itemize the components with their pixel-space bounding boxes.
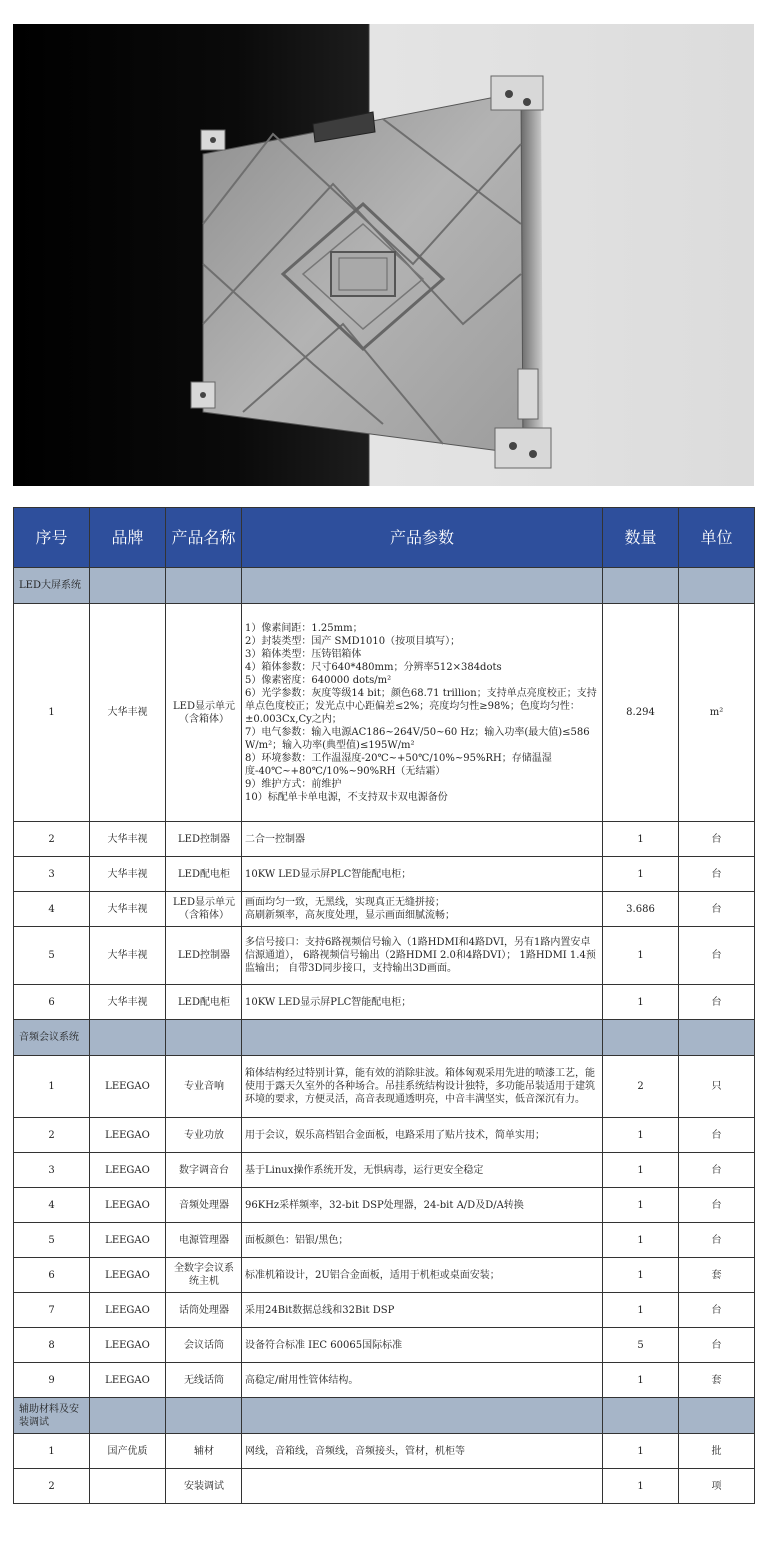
- row-brand: LEEGAO: [90, 1118, 166, 1153]
- row-params: 二合一控制器: [242, 822, 603, 857]
- row-no: 2: [14, 1469, 90, 1504]
- section-empty-cell: [242, 1398, 603, 1434]
- table-row: [14, 985, 755, 1020]
- table-row: [14, 1434, 755, 1469]
- row-product-name: 无线话筒: [166, 1363, 242, 1398]
- row-qty: 1: [603, 1188, 679, 1223]
- table-row: [14, 1153, 755, 1188]
- row-unit: 台: [679, 822, 755, 857]
- col-header-qty: 数量: [603, 508, 679, 568]
- row-unit: 台: [679, 1293, 755, 1328]
- row-qty: 1: [603, 1118, 679, 1153]
- row-qty: 1: [603, 927, 679, 985]
- section-empty-cell: [242, 568, 603, 604]
- row-brand: LEEGAO: [90, 1153, 166, 1188]
- row-no: 1: [14, 1056, 90, 1118]
- col-header-params: 产品参数: [242, 508, 603, 568]
- row-no: 9: [14, 1363, 90, 1398]
- row-no: 1: [14, 1434, 90, 1469]
- row-unit: 套: [679, 1363, 755, 1398]
- row-qty: 1: [603, 1223, 679, 1258]
- table-row: [14, 822, 755, 857]
- col-header-brand: 品牌: [90, 508, 166, 568]
- row-qty: 1: [603, 1469, 679, 1504]
- row-product-name: 专业功放: [166, 1118, 242, 1153]
- row-unit: 台: [679, 1153, 755, 1188]
- table-row: [14, 1363, 755, 1398]
- section-empty-cell: [242, 1020, 603, 1056]
- section-empty-cell: [166, 1020, 242, 1056]
- row-product-name: 全数字会议系 统主机: [166, 1258, 242, 1293]
- row-params: 画面均匀一致，无黑线，实现真正无缝拼接； 高刷新频率，高灰度处理，显示画面细腻流畅；: [242, 892, 603, 927]
- row-unit: 台: [679, 927, 755, 985]
- row-brand: 大华丰视: [90, 857, 166, 892]
- row-brand: LEEGAO: [90, 1223, 166, 1258]
- col-header-unit: 单位: [679, 508, 755, 568]
- row-qty: 1: [603, 985, 679, 1020]
- section-empty-cell: [166, 1398, 242, 1434]
- row-params: 96KHz采样频率，32-bit DSP处理器，24-bit A/D及D/A转换: [242, 1188, 603, 1223]
- row-brand: [90, 1469, 166, 1504]
- row-params: 多信号接口：支持6路视频信号输入（1路HDMI和4路DVI，另有1路内置安卓信源通道）， 6路视频信号输出（2路HDMI 2.0和4路DVI）； 1路HDMI 1.4预监输出； 自带3D同步接口，支持输出3D画面。: [242, 927, 603, 985]
- table-row: [14, 857, 755, 892]
- product-photo-led-cabinet: [13, 24, 754, 486]
- row-brand: 大华丰视: [90, 822, 166, 857]
- row-unit: m²: [679, 604, 755, 822]
- row-product-name: 专业音响: [166, 1056, 242, 1118]
- row-unit: 项: [679, 1469, 755, 1504]
- row-unit: 批: [679, 1434, 755, 1469]
- row-qty: 1: [603, 1258, 679, 1293]
- section-empty-cell: [166, 568, 242, 604]
- row-brand: 国产优质: [90, 1434, 166, 1469]
- row-qty: 8.294: [603, 604, 679, 822]
- row-no: 5: [14, 927, 90, 985]
- row-params: 10KW LED显示屏PLC智能配电柜；: [242, 985, 603, 1020]
- row-qty: 1: [603, 1153, 679, 1188]
- row-brand: 大华丰视: [90, 604, 166, 822]
- row-qty: 3.686: [603, 892, 679, 927]
- row-product-name: 会议话筒: [166, 1328, 242, 1363]
- row-no: 3: [14, 857, 90, 892]
- row-unit: 台: [679, 1223, 755, 1258]
- row-product-name: LED显示单元 （含箱体）: [166, 892, 242, 927]
- section-empty-cell: [679, 568, 755, 604]
- section-row: [14, 568, 755, 604]
- row-params: 1）像素间距：1.25mm； 2）封装类型：国产 SMD1010（按项目填写）； 3）箱体类型：压铸铝箱体 4）箱体参数：尺寸640*480mm；分辨率512×384dots 5）像素密度：640000 dots/m² 6）光学参数：灰度等级14 bit；颜色68.71 trillion；支持单点亮度校正；支持单点色度校正；发光点中心距偏差≤2%；亮度均匀性≥98%；色度均匀性：±0.003Cx,Cy之内； 7）电气参数：输入电源AC186~264V/50~60 Hz；输入功率(最大值)≤586 W/m²；输入功率(典型值)≤195W/m² 8）环境参数：工作温湿度-20℃~+50℃/10%~95%RH；存储温湿度-40℃~+80℃/10%~90%RH（无结霜） 9）维护方式：前维护 10）标配单卡单电源，不支持双卡双电源备份: [242, 604, 603, 822]
- section-row: [14, 1020, 755, 1056]
- col-header-name: 产品名称: [166, 508, 242, 568]
- table-row: [14, 1223, 755, 1258]
- section-empty-cell: [603, 1020, 679, 1056]
- row-qty: 1: [603, 1363, 679, 1398]
- row-params: 10KW LED显示屏PLC智能配电柜；: [242, 857, 603, 892]
- section-empty-cell: [679, 1020, 755, 1056]
- section-empty-cell: [679, 1398, 755, 1434]
- row-product-name: 安装调试: [166, 1469, 242, 1504]
- section-empty-cell: [90, 1398, 166, 1434]
- row-qty: 5: [603, 1328, 679, 1363]
- table-row: [14, 1258, 755, 1293]
- row-brand: LEEGAO: [90, 1056, 166, 1118]
- row-params: 网线，音箱线，音频线，音频接头，管材，机柜等: [242, 1434, 603, 1469]
- row-params: 标准机箱设计，2U铝合金面板，适用于机柜或桌面安装；: [242, 1258, 603, 1293]
- table-row: [14, 1056, 755, 1118]
- led-cabinet-illustration: [13, 24, 754, 486]
- section-empty-cell: [603, 568, 679, 604]
- row-qty: 2: [603, 1056, 679, 1118]
- row-no: 6: [14, 1258, 90, 1293]
- row-params: 设备符合标准 IEC 60065国际标准: [242, 1328, 603, 1363]
- section-empty-cell: [90, 568, 166, 604]
- row-product-name: LED显示单元 （含箱体）: [166, 604, 242, 822]
- row-params: 采用24Bit数据总线和32Bit DSP: [242, 1293, 603, 1328]
- table-row: [14, 892, 755, 927]
- table-row: [14, 1293, 755, 1328]
- row-product-name: 电源管理器: [166, 1223, 242, 1258]
- table-row: [14, 1328, 755, 1363]
- row-qty: 1: [603, 1434, 679, 1469]
- product-quotation-table: [13, 507, 755, 1504]
- row-no: 6: [14, 985, 90, 1020]
- row-product-name: LED控制器: [166, 927, 242, 985]
- row-brand: 大华丰视: [90, 985, 166, 1020]
- row-brand: LEEGAO: [90, 1188, 166, 1223]
- table-body: [14, 568, 755, 1504]
- row-qty: 1: [603, 822, 679, 857]
- section-title: 辅助材料及安 装调试: [14, 1398, 90, 1434]
- table-row: [14, 1469, 755, 1504]
- table-row: [14, 1118, 755, 1153]
- row-params: 高稳定/耐用性管体结构。: [242, 1363, 603, 1398]
- row-brand: LEEGAO: [90, 1328, 166, 1363]
- row-no: 1: [14, 604, 90, 822]
- row-product-name: 数字调音台: [166, 1153, 242, 1188]
- row-no: 3: [14, 1153, 90, 1188]
- row-brand: LEEGAO: [90, 1293, 166, 1328]
- row-unit: 台: [679, 1118, 755, 1153]
- row-no: 2: [14, 1118, 90, 1153]
- row-product-name: LED配电柜: [166, 857, 242, 892]
- row-product-name: 辅材: [166, 1434, 242, 1469]
- row-unit: 台: [679, 1328, 755, 1363]
- row-params: [242, 1469, 603, 1504]
- row-params: 用于会议，娱乐高档铝合金面板，电路采用了贴片技术，简单实用；: [242, 1118, 603, 1153]
- row-unit: 台: [679, 857, 755, 892]
- row-params: 面板颜色：铝银/黑色；: [242, 1223, 603, 1258]
- row-no: 2: [14, 822, 90, 857]
- row-product-name: 话筒处理器: [166, 1293, 242, 1328]
- row-unit: 只: [679, 1056, 755, 1118]
- col-header-no: 序号: [14, 508, 90, 568]
- row-unit: 套: [679, 1258, 755, 1293]
- row-brand: 大华丰视: [90, 927, 166, 985]
- row-brand: LEEGAO: [90, 1363, 166, 1398]
- row-params: 基于Linux操作系统开发，无惧病毒，运行更安全稳定: [242, 1153, 603, 1188]
- table-header-row: [14, 508, 755, 568]
- section-empty-cell: [603, 1398, 679, 1434]
- row-qty: 1: [603, 857, 679, 892]
- row-product-name: LED控制器: [166, 822, 242, 857]
- row-unit: 台: [679, 1188, 755, 1223]
- row-qty: 1: [603, 1293, 679, 1328]
- table-row: [14, 604, 755, 822]
- row-no: 4: [14, 892, 90, 927]
- row-unit: 台: [679, 892, 755, 927]
- row-brand: 大华丰视: [90, 892, 166, 927]
- row-no: 8: [14, 1328, 90, 1363]
- table-row: [14, 927, 755, 985]
- section-title: LED大屏系统: [14, 568, 90, 604]
- row-brand: LEEGAO: [90, 1258, 166, 1293]
- section-empty-cell: [90, 1020, 166, 1056]
- row-unit: 台: [679, 985, 755, 1020]
- row-no: 7: [14, 1293, 90, 1328]
- section-title: 音频会议系统: [14, 1020, 90, 1056]
- section-row: [14, 1398, 755, 1434]
- row-params: 箱体结构经过特别计算，能有效的消除驻波。箱体匈观采用先进的喷漆工艺，能使用于露天久室外的各种场合。吊挂系统结构设计独特，多功能吊装适用于建筑环境的要求，方便灵活，高音表现通透明亮，中音丰满坚实，低音深沉有力。: [242, 1056, 603, 1118]
- table-row: [14, 1188, 755, 1223]
- row-product-name: LED配电柜: [166, 985, 242, 1020]
- row-product-name: 音频处理器: [166, 1188, 242, 1223]
- row-no: 5: [14, 1223, 90, 1258]
- row-no: 4: [14, 1188, 90, 1223]
